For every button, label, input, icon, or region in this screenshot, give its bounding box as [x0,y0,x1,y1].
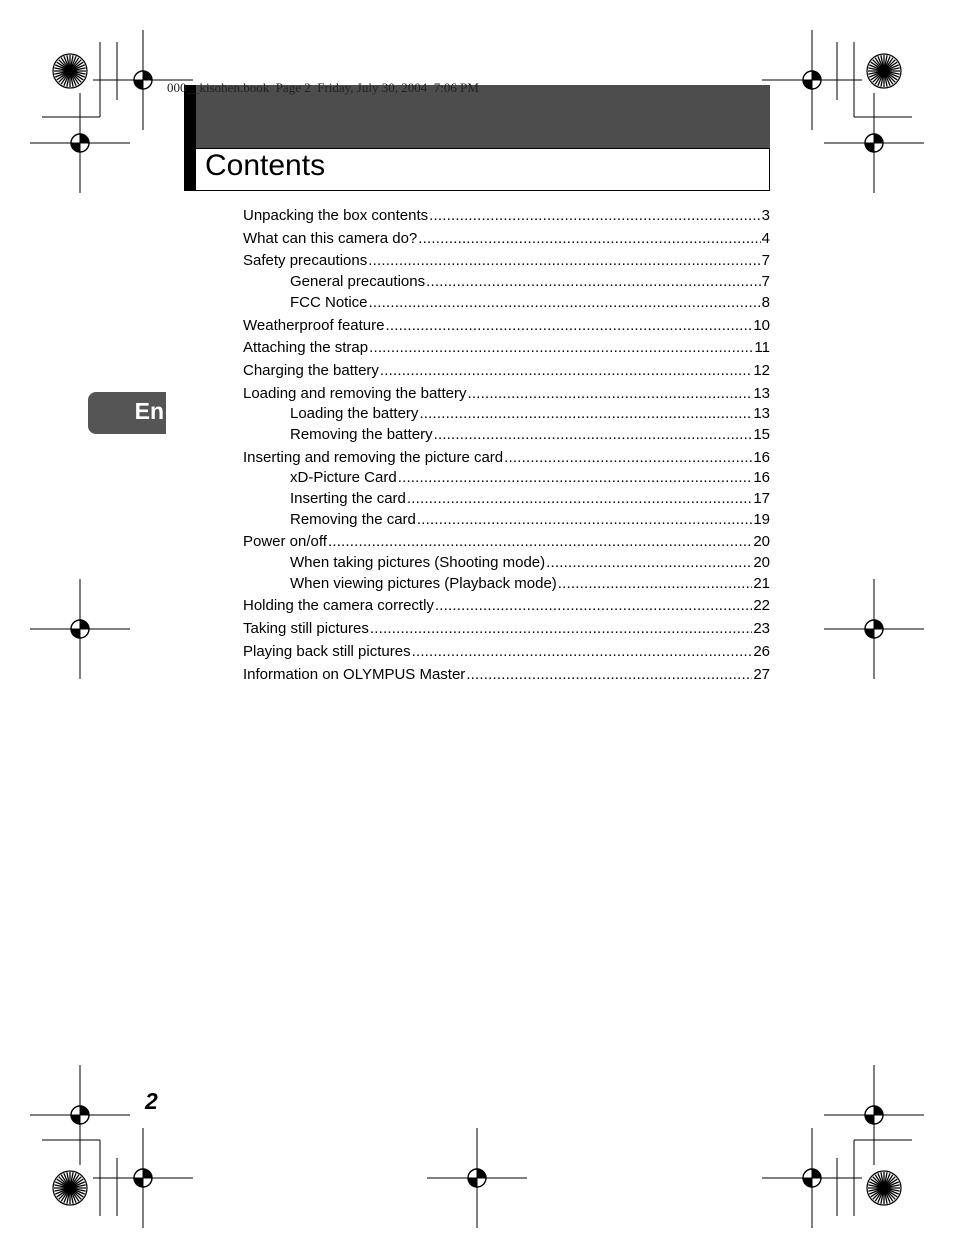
toc-entry-title: Weatherproof feature [243,317,385,334]
toc-entry-title: Information on OLYMPUS Master [243,666,466,683]
toc-entry-page: 11 [754,339,770,356]
toc-leader-dots [380,361,752,381]
page-title: Contents [205,149,326,182]
toc-leader-dots [370,619,752,639]
toc-entry[interactable] [290,272,770,292]
crosshair-icon [93,1128,193,1228]
toc-leader-dots [467,384,752,404]
toc-entry-page: 15 [753,426,770,443]
toc-entry-page: 12 [753,362,770,379]
toc-leader-dots [369,338,753,358]
toc-entry-title: Power on/off [243,533,327,550]
language-tab-label: En [134,398,164,424]
toc-entry-page: 13 [753,405,770,422]
toc-leader-dots [546,553,752,573]
title-accent-bar [184,85,196,191]
registration-star-icon [53,54,87,88]
toc-entry-page: 22 [753,597,770,614]
toc-leader-dots [385,316,752,336]
toc-entry[interactable] [243,642,770,662]
toc-entry-page: 3 [761,207,770,224]
toc-entry-page: 7 [761,273,770,290]
toc-entry-title: Loading and removing the battery [243,385,467,402]
toc-entry[interactable] [243,316,770,336]
toc-entry[interactable] [243,361,770,381]
toc-leader-dots [412,642,753,662]
crosshair-icon [762,30,862,130]
file-header: 000__kisohen.book Page 2 Friday, July 30, 2004 7:06 PM [167,80,479,95]
toc-leader-dots [418,229,760,249]
toc-entry-title: When taking pictures (Shooting mode) [290,554,546,571]
toc-entry-title: Inserting and removing the picture card [243,449,504,466]
toc-leader-dots [429,206,761,226]
toc-entry[interactable] [243,532,770,552]
toc-entry[interactable] [243,596,770,616]
toc-entry-page: 16 [753,449,770,466]
toc-entry-page: 7 [761,252,770,269]
toc-entry-page: 8 [761,294,770,311]
toc-entry[interactable] [290,468,770,488]
toc-entry[interactable] [290,404,770,424]
toc-entry-title: Holding the camera correctly [243,597,434,614]
toc-entry[interactable] [243,619,770,639]
toc-leader-dots [435,596,752,616]
toc-entry[interactable] [290,489,770,509]
toc-entry-title: Loading the battery [290,405,419,422]
toc-leader-dots [328,532,752,552]
toc-entry-title: Safety precautions [243,252,368,269]
toc-entry-page: 10 [753,317,770,334]
toc-entry[interactable] [290,425,770,445]
toc-leader-dots [426,272,761,292]
toc-entry-page: 20 [753,533,770,550]
toc-leader-dots [419,404,752,424]
toc-leader-dots [407,489,752,509]
toc-leader-dots [417,510,752,530]
toc-entry[interactable] [243,229,770,249]
toc-entry-title: What can this camera do? [243,230,418,247]
toc-entry-title: Attaching the strap [243,339,369,356]
toc-entry-page: 19 [753,511,770,528]
crosshair-icon [30,1065,130,1165]
toc-entry-page: 21 [753,575,770,592]
toc-entry[interactable] [290,293,770,313]
toc-entry-title: Inserting the card [290,490,406,507]
toc-entry-title: FCC Notice [290,294,368,311]
toc-entry-title: General precautions [290,273,426,290]
toc-entry-title: Unpacking the box contents [243,207,429,224]
crosshair-icon [824,1065,924,1165]
toc-entry-page: 17 [753,490,770,507]
toc-entry[interactable] [243,251,770,271]
toc-entry-page: 23 [753,620,770,637]
toc-entry-page: 13 [753,385,770,402]
registration-star-icon [867,1171,901,1205]
registration-star-icon [53,1171,87,1205]
toc-leader-dots [558,574,753,594]
registration-star-icon [867,54,901,88]
toc-entry-title: Removing the battery [290,426,433,443]
toc-entry[interactable] [243,665,770,685]
crosshair-icon [30,579,130,679]
toc-entry-page: 4 [761,230,770,247]
toc-entry[interactable] [243,448,770,468]
toc-leader-dots [369,293,761,313]
crosshair-icon [824,579,924,679]
toc-leader-dots [504,448,752,468]
toc-entry-page: 26 [753,643,770,660]
toc-entry-title: Charging the battery [243,362,379,379]
toc-entry-page: 16 [753,469,770,486]
toc-entry[interactable] [243,384,770,404]
toc-leader-dots [434,425,753,445]
toc-entry-title: Removing the card [290,511,416,528]
crosshair-icon [427,1128,527,1228]
toc-entry-page: 20 [753,554,770,571]
toc-entry-title: Playing back still pictures [243,643,411,660]
crosshair-icon [762,1128,862,1228]
toc-leader-dots [398,468,753,488]
toc-entry-title: When viewing pictures (Playback mode) [290,575,557,592]
language-tab [88,392,166,434]
toc-entry[interactable] [243,206,770,226]
toc-entry[interactable] [290,553,770,573]
toc-entry-page: 27 [753,666,770,683]
toc-entry[interactable] [290,510,770,530]
page-number: 2 [145,1088,158,1114]
toc-entry[interactable] [243,338,770,358]
toc-leader-dots [368,251,760,271]
toc-entry-title: xD-Picture Card [290,469,397,486]
crosshair-icon [824,93,924,193]
toc-entry-title: Taking still pictures [243,620,369,637]
crosshair-icon [30,93,130,193]
toc-leader-dots [466,665,752,685]
toc-entry[interactable] [290,574,770,594]
